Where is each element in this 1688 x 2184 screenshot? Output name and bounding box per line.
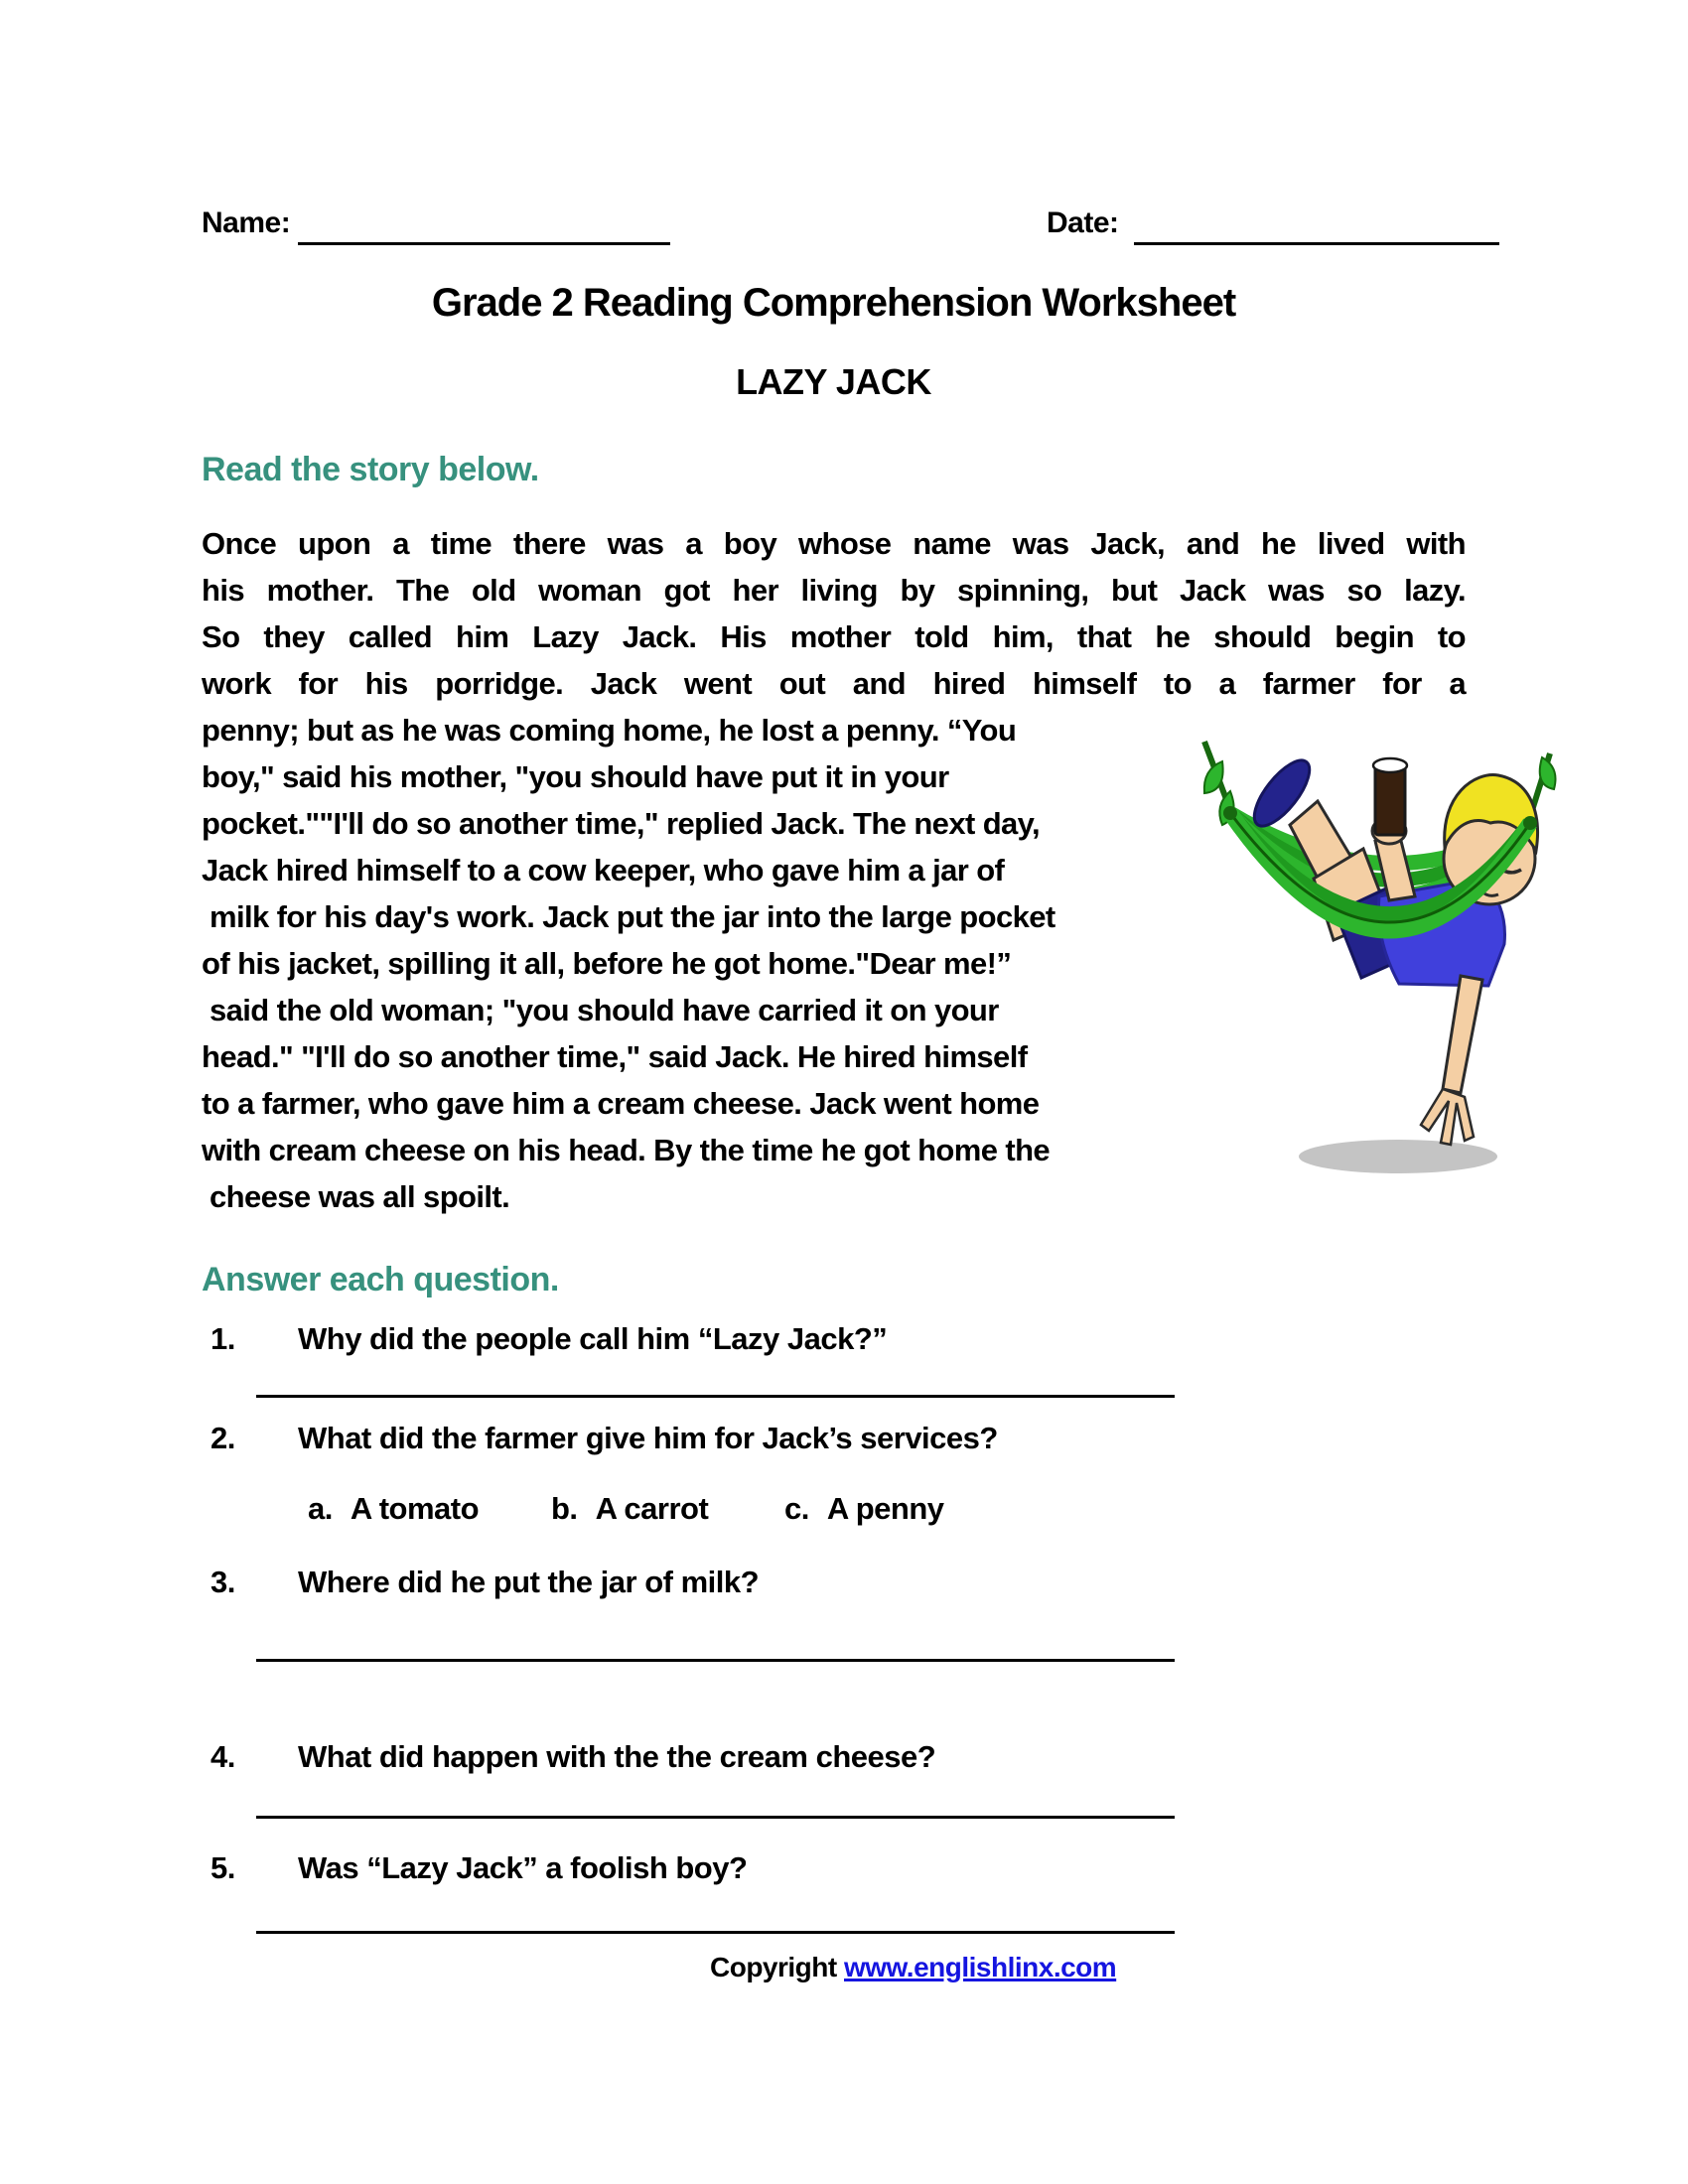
- question-2: [211, 1418, 998, 1459]
- story-line: his mother. The old woman got her living by spinning, but Jack was so lazy.: [202, 573, 1466, 608]
- story-line: Jack hired himself to a cow keeper, who gave him a jar of: [202, 853, 1005, 887]
- story-line: with cream cheese on his head. By the time he got home the: [202, 1133, 1051, 1167]
- name-label: Name:: [202, 206, 291, 239]
- choice-a: [308, 1488, 479, 1530]
- dangling-arm: [1443, 976, 1482, 1093]
- choice-text: A penny: [826, 1491, 944, 1526]
- question-text: What did happen with the the cream cheese?: [298, 1739, 936, 1774]
- question-text: Was “Lazy Jack” a foolish boy?: [298, 1850, 748, 1885]
- question-number: 3.: [211, 1565, 235, 1599]
- question-text: What did the farmer give him for Jack’s services?: [298, 1421, 998, 1455]
- question-number: 4.: [211, 1739, 235, 1774]
- story-line: Once upon a time there was a boy whose name was Jack, and he lived with: [202, 526, 1466, 561]
- dangling-hand: [1421, 1089, 1474, 1145]
- question-text: Why did the people call him “Lazy Jack?”: [298, 1321, 888, 1356]
- question-text: Where did he put the jar of milk?: [298, 1565, 760, 1599]
- story-line: penny; but as he was coming home, he lost a penny. “You: [202, 713, 1017, 748]
- question-4: [211, 1736, 935, 1778]
- answer-blank-line: [256, 1632, 1175, 1662]
- choice-c: [784, 1488, 944, 1530]
- choice-text: A carrot: [595, 1491, 709, 1526]
- choice-b: [551, 1488, 708, 1530]
- page-title: Grade 2 Reading Comprehension Worksheet: [431, 281, 1236, 325]
- story-line: head." "I'll do so another time," said Jack. He hired himself: [202, 1039, 1028, 1074]
- story-line: cheese was all spoilt.: [202, 1179, 510, 1214]
- question-number: 5.: [211, 1850, 235, 1885]
- answer-blank-line: [256, 1789, 1175, 1819]
- choice-text: A tomato: [350, 1491, 480, 1526]
- question-5: [211, 1847, 747, 1889]
- question-number: 2.: [211, 1421, 235, 1455]
- answer-blank-line: [256, 1368, 1175, 1398]
- answer-questions-heading: Answer each question.: [202, 1261, 559, 1298]
- story-line: of his jacket, spilling it all, before he got home."Dear me!”: [202, 946, 1012, 981]
- choice-letter: a.: [308, 1491, 333, 1526]
- question-3: [211, 1562, 759, 1603]
- date-label: Date:: [1047, 206, 1119, 239]
- copyright-notice: [710, 1952, 1116, 1983]
- story-line: So they called him Lazy Jack. His mother told him, that he should begin to: [202, 619, 1466, 654]
- story-line: milk for his day's work. Jack put the jar into the large pocket: [202, 899, 1055, 934]
- story-line: said the old woman; "you should have carried it on your: [202, 993, 999, 1027]
- story-line: pocket.""I'll do so another time," replied Jack. The next day,: [202, 806, 1041, 841]
- drink-glass: [1375, 763, 1405, 835]
- story-title: LAZY JACK: [736, 361, 931, 402]
- question-number: 1.: [211, 1321, 235, 1356]
- date-blank-line: [1134, 208, 1499, 245]
- answer-blank-line: [256, 1904, 1175, 1934]
- story-line: boy," said his mother, "you should have put it in your: [202, 759, 949, 794]
- choice-letter: c.: [784, 1491, 809, 1526]
- copyright-label: Copyright: [710, 1952, 844, 1982]
- boy-in-hammock-illustration: [1195, 730, 1560, 1174]
- shadow-ellipse: [1299, 1140, 1497, 1173]
- question-1: [211, 1318, 887, 1360]
- read-story-heading: Read the story below.: [202, 451, 539, 488]
- choice-letter: b.: [551, 1491, 578, 1526]
- name-blank-line: [298, 208, 670, 245]
- story-line: work for his porridge. Jack went out and hired himself to a farmer for a: [202, 666, 1466, 701]
- story-line: to a farmer, who gave him a cream cheese. Jack went home: [202, 1086, 1040, 1121]
- copyright-link[interactable]: www.englishlinx.com: [844, 1952, 1117, 1982]
